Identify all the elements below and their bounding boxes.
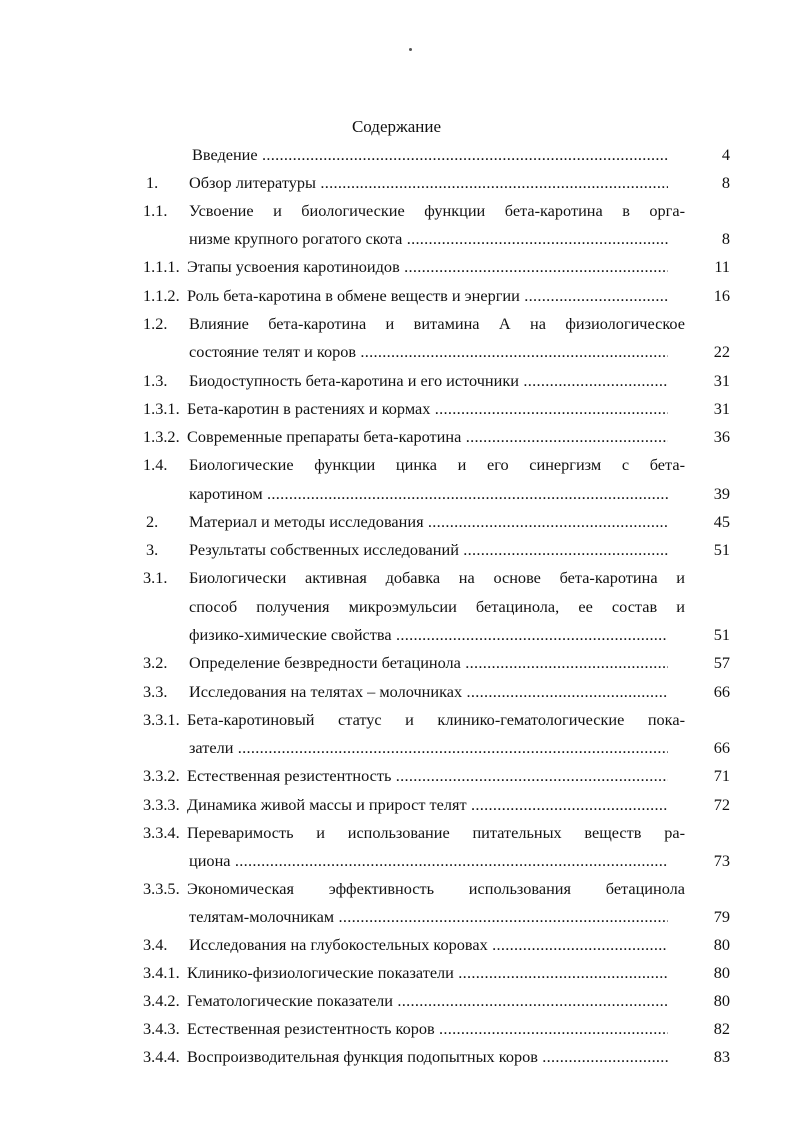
toc-line	[0, 370, 793, 392]
toc-number: 3.3.3.	[143, 795, 180, 814]
toc-entry-label: Влияние бета-каротина и витамина А на физиологическое	[189, 314, 685, 333]
toc-page-number: 71	[713, 766, 730, 785]
toc-line	[0, 850, 793, 872]
toc-line	[0, 878, 793, 900]
toc-line	[0, 426, 793, 448]
toc-line	[0, 539, 793, 561]
toc-entry-label: Бета-каротин в растениях и кормах .....	[187, 398, 668, 420]
toc-line	[0, 624, 793, 646]
toc-entry-label: физико-химические свойства .....	[189, 624, 668, 646]
toc-number: 1.3.2.	[143, 427, 180, 446]
toc-entry-label: Биологические функции цинка и его синергизм с бета-	[189, 455, 685, 474]
toc-line	[0, 709, 793, 731]
toc-entry-label: низме крупного рогатого скота .....	[189, 228, 668, 250]
toc-page-number: 51	[713, 625, 730, 644]
toc-number: 1.	[146, 173, 159, 192]
toc-entry-label: Результаты собственных исследований .....	[189, 539, 668, 561]
toc-page-number: 39	[713, 484, 730, 503]
toc-line	[0, 398, 793, 420]
toc-page-number: 82	[713, 1019, 730, 1038]
page-title: Содержание	[351, 117, 442, 136]
toc-entry-label: Гематологические показатели .....	[187, 990, 668, 1012]
toc-page-number: 80	[713, 991, 730, 1010]
toc-entry-label: Исследования на глубокостельных коровах .....	[189, 934, 668, 956]
toc-number: 3.3.2.	[143, 766, 180, 785]
toc-page-number: 45	[713, 512, 730, 531]
toc-page-number: 11	[714, 257, 730, 276]
toc-entry-label: Экономическая эффективность использования бетацинола	[187, 879, 685, 898]
toc-number: 3.3.1.	[143, 710, 180, 729]
toc-number: 1.1.2.	[143, 286, 180, 305]
toc-page-number: 80	[713, 935, 730, 954]
toc-line	[0, 962, 793, 984]
toc-page-number: 73	[713, 851, 730, 870]
toc-page-number: 79	[713, 907, 730, 926]
toc-page-number: 51	[713, 540, 730, 559]
toc-line	[0, 1046, 793, 1068]
toc-line	[0, 172, 793, 194]
toc-number: 3.4.3.	[143, 1019, 180, 1038]
toc-line	[0, 200, 793, 222]
toc-entry-label: циона .....	[189, 850, 668, 872]
toc-entry-label: Роль бета-каротина в обмене веществ и энергии .....	[187, 285, 668, 307]
toc-number: 1.4.	[143, 455, 168, 474]
toc-entry-label: Клинико-физиологические показатели .....	[187, 962, 668, 984]
toc-entry-label: Этапы усвоения каротиноидов .....	[187, 256, 668, 278]
toc-entry-label: Воспроизводительная функция подопытных коров .....	[187, 1046, 668, 1068]
toc-line	[0, 794, 793, 816]
toc-line	[0, 285, 793, 307]
toc-line	[0, 144, 793, 166]
toc-page-number: 16	[713, 286, 730, 305]
toc-line	[0, 652, 793, 674]
toc-page-number: 66	[713, 738, 730, 757]
toc-number: 3.	[146, 540, 159, 559]
toc-entry-label: Динамика живой массы и прирост телят .....	[187, 794, 668, 816]
toc-entry-label: телятам-молочникам .....	[189, 906, 668, 928]
toc-line	[0, 906, 793, 928]
toc-entry-label: Бета-каротиновый статус и клинико-гематологические пока-	[187, 710, 685, 729]
toc-number: 1.1.1.	[143, 257, 180, 276]
toc-entry-label: способ получения микроэмульсии бетацинола, ее состав и	[189, 597, 685, 616]
toc-entry-label: Биологически активная добавка на основе бета-каротина и	[189, 568, 685, 587]
toc-page-number: 80	[713, 963, 730, 982]
toc-number: 3.3.4.	[143, 823, 180, 842]
toc-entry-label: затели .....	[189, 737, 668, 759]
toc-number: 3.4.	[143, 935, 168, 954]
toc-page-number: 22	[713, 342, 730, 361]
toc-line	[0, 341, 793, 363]
toc-number: 3.4.4.	[143, 1047, 180, 1066]
toc-line	[0, 765, 793, 787]
toc-page-number: 36	[713, 427, 730, 446]
toc-line	[0, 228, 793, 250]
toc-page-number: 8	[721, 173, 730, 192]
toc-line	[0, 313, 793, 335]
toc-entry-label: Естественная резистентность .....	[187, 765, 668, 787]
toc-line	[0, 511, 793, 533]
toc-line	[0, 990, 793, 1012]
toc-entry-label: Естественная резистентность коров .....	[187, 1018, 668, 1040]
toc-number: 1.2.	[143, 314, 168, 333]
toc-entry-label: состояние телят и коров .....	[189, 341, 668, 363]
toc-page-number: 31	[713, 371, 730, 390]
toc-entry-label: Переваримость и использование питательных веществ ра-	[187, 823, 685, 842]
toc-line	[0, 822, 793, 844]
toc-line	[0, 737, 793, 759]
toc-number: 3.1.	[143, 568, 168, 587]
toc-page-number: 72	[713, 795, 730, 814]
toc-entry-label: Биодоступность бета-каротина и его источники .....	[189, 370, 668, 392]
toc-entry-label: Усвоение и биологические функции бета-каротина в орга-	[189, 201, 685, 220]
toc-entry-label: Обзор литературы .....	[189, 172, 668, 194]
toc-page-number: 4	[721, 145, 730, 164]
toc-number: 3.3.5.	[143, 879, 180, 898]
toc-line	[0, 483, 793, 505]
toc-page-number: 8	[721, 229, 730, 248]
toc-entry-label: Современные препараты бета-каротина .....	[187, 426, 668, 448]
toc-number: 1.3.1.	[143, 399, 180, 418]
toc-entry-label: Материал и методы исследования .....	[189, 511, 668, 533]
toc-number: 3.4.1.	[143, 963, 180, 982]
toc-line	[0, 596, 793, 618]
toc-number: 2.	[146, 512, 159, 531]
toc-page-number: 66	[713, 682, 730, 701]
toc-line	[0, 454, 793, 476]
toc-entry-label: Исследования на телятах – молочниках .....	[189, 681, 668, 703]
toc-number: 1.1.	[143, 201, 168, 220]
toc-number: 1.3.	[143, 371, 168, 390]
toc-page-number: 31	[713, 399, 730, 418]
toc-page-number: 57	[713, 653, 730, 672]
toc-page-number: 83	[713, 1047, 730, 1066]
toc-line	[0, 256, 793, 278]
toc-line	[0, 681, 793, 703]
toc-number: 3.4.2.	[143, 991, 180, 1010]
toc-line	[0, 567, 793, 589]
toc-entry-label: Введение .....	[192, 144, 668, 166]
toc-line	[0, 934, 793, 956]
toc-line	[0, 1018, 793, 1040]
toc-entry-label: Определение безвредности бетацинола .....	[189, 652, 668, 674]
toc-number: 3.3.	[143, 682, 168, 701]
toc-number: 3.2.	[143, 653, 168, 672]
toc-entry-label: каротином .....	[189, 483, 668, 505]
